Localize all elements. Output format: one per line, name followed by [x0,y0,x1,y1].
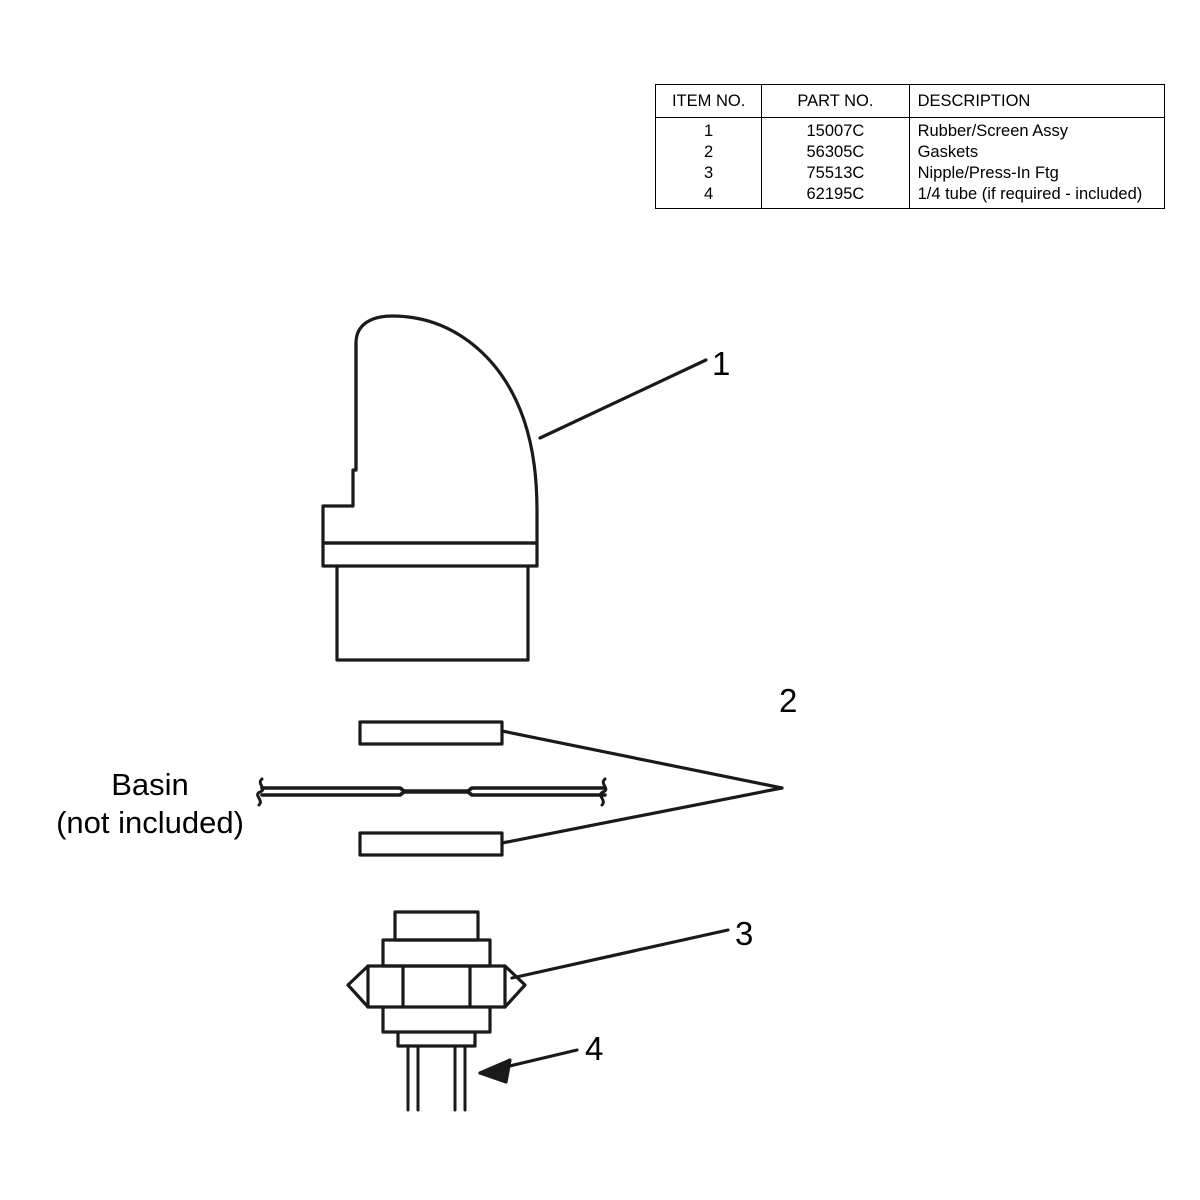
part-quarter-tube [408,1046,465,1110]
callout-number-1: 1 [712,345,731,382]
leader-line-2a [502,731,782,788]
arrowhead-4 [480,1060,510,1082]
leader-line-3 [512,930,728,978]
basin-annotation-line1: Basin [111,767,189,802]
column-header-part-no: PART NO. [762,85,909,118]
cell-description: Gaskets [909,142,1164,163]
cell-item-no: 4 [656,184,762,209]
callout-number-4: 4 [585,1030,604,1067]
cell-item-no: 3 [656,163,762,184]
cell-description: Nipple/Press-In Ftg [909,163,1164,184]
callout-number-2: 2 [779,682,798,719]
cell-part-no: 62195C [762,184,909,209]
callout-number-3: 3 [735,915,754,952]
cell-description: Rubber/Screen Assy [909,118,1164,143]
cell-part-no: 15007C [762,118,909,143]
column-header-item-no: ITEM NO. [656,85,762,118]
basin-annotation-line2: (not included) [56,804,244,840]
column-header-description: DESCRIPTION [909,85,1164,118]
part-nipple-press-in-ftg [348,912,525,1046]
cell-item-no: 1 [656,118,762,143]
basin-annotation [30,766,270,842]
cell-item-no: 2 [656,142,762,163]
part-rubber-screen-assy [323,316,537,660]
cell-part-no: 56305C [762,142,909,163]
part-basin [258,779,606,805]
leader-line-1 [540,360,706,438]
cell-part-no: 75513C [762,163,909,184]
cell-description: 1/4 tube (if required - included) [909,184,1164,209]
